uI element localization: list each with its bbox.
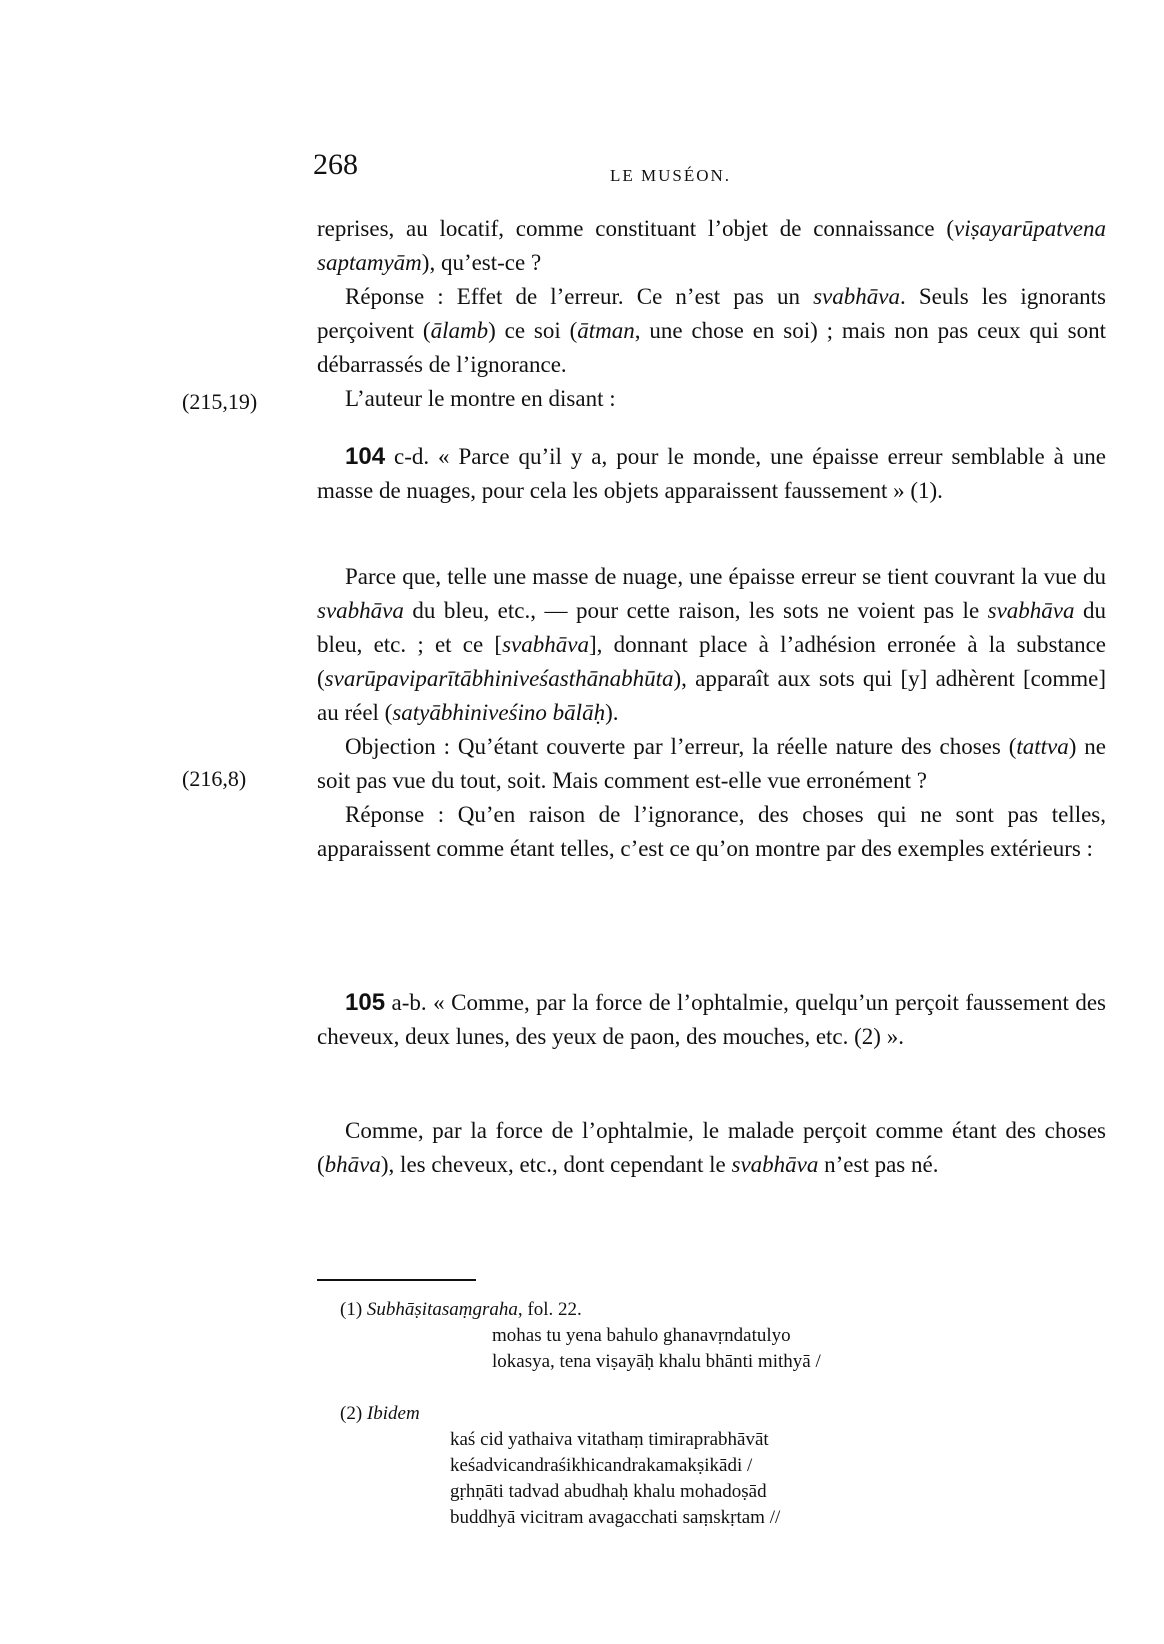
verse-number: 104 [345,443,386,470]
paragraph: reprises, au locatif, comme constituant l’objet de connaissance (viṣayarūpatvena saptamyām), qu’est-ce ? [317,216,1106,275]
page-number: 268 [313,148,358,181]
verse-105: 105 a-b. « Comme, par la force de l’ophtalmie, quelqu’un perçoit faussement des cheveux, deux lunes, des yeux de paon, des mouches, etc. (2) ». [317,989,1106,1049]
verse-104: 104 c-d. « Parce qu’il y a, pour le monde, une épaisse erreur semblable à une masse de nuages, pour cela les objets apparaissent faussement » (1). [317,443,1106,503]
paragraph: Réponse : Qu’en raison de l’ignorance, des choses qui ne sont pas telles, apparaissent comme étant telles, c’est ce qu’on montre par des exemples extérieurs : [317,802,1106,861]
body-block-1 [317,212,1106,416]
footnote-2-verse: kaś cid yathaiva vitathaṃ timiraprabhāvāt keśadvicandraśikhicandrakamakṣikādi / gṛhṇāti tadvad abudhaḥ khalu mohadoṣād buddhyā vicitram avagacchati saṃskṛtam // [450,1429,781,1528]
footnote-rule [317,1279,476,1281]
paragraph: Comme, par la force de l’ophtalmie, le malade perçoit comme étant des choses (bhāva), les cheveux, etc., dont cependant le svabhāva n’est pas né. [317,1118,1106,1177]
paragraph: Parce que, telle une masse de nuage, une épaisse erreur se tient couvrant la vue du svabhāva du bleu, etc., — pour cette raison, les sots ne voient pas le svabhāva du bleu, etc. ; et ce [svabhāva], donnant place à l’adhésion erronée à la substance (svarūpaviparītābhiniveśasthānabhūta), apparaît aux sots qui [y] adhèrent [comme] au réel (satyābhiniveśino bālāḥ). [317,564,1106,725]
margin-ref: (216,8) [182,766,247,791]
verse-number: 105 [345,989,386,1016]
body-block-3 [317,1114,1106,1182]
footnote-1-label: (1) Subhāṣitasaṃgraha, fol. 22. [340,1299,582,1320]
footnote-2-label: (2) Ibidem [340,1403,420,1424]
footnote-1-verse: mohas tu yena bahulo ghanavṛndatulyo lokasya, tena viṣayāḥ khalu bhānti mithyā / [492,1325,821,1372]
paragraph: Réponse : Effet de l’erreur. Ce n’est pas un svabhāva. Seuls les ignorants perçoivent (ālamb) ce soi (ātman, une chose en soi) ; mais non pas ceux qui sont débarrassés de l’ignorance. [317,284,1107,377]
margin-ref: (215,19) [182,389,258,414]
body-block-2 [317,560,1106,866]
paragraph: L’auteur le montre en disant : [345,386,616,411]
running-head: LE MUSÉON. [610,166,732,185]
paragraph: Objection : Qu’étant couverte par l’erreur, la réelle nature des choses (tattva) ne soit pas vue du tout, soit. Mais comment est-elle vue erronément ? [317,734,1107,793]
